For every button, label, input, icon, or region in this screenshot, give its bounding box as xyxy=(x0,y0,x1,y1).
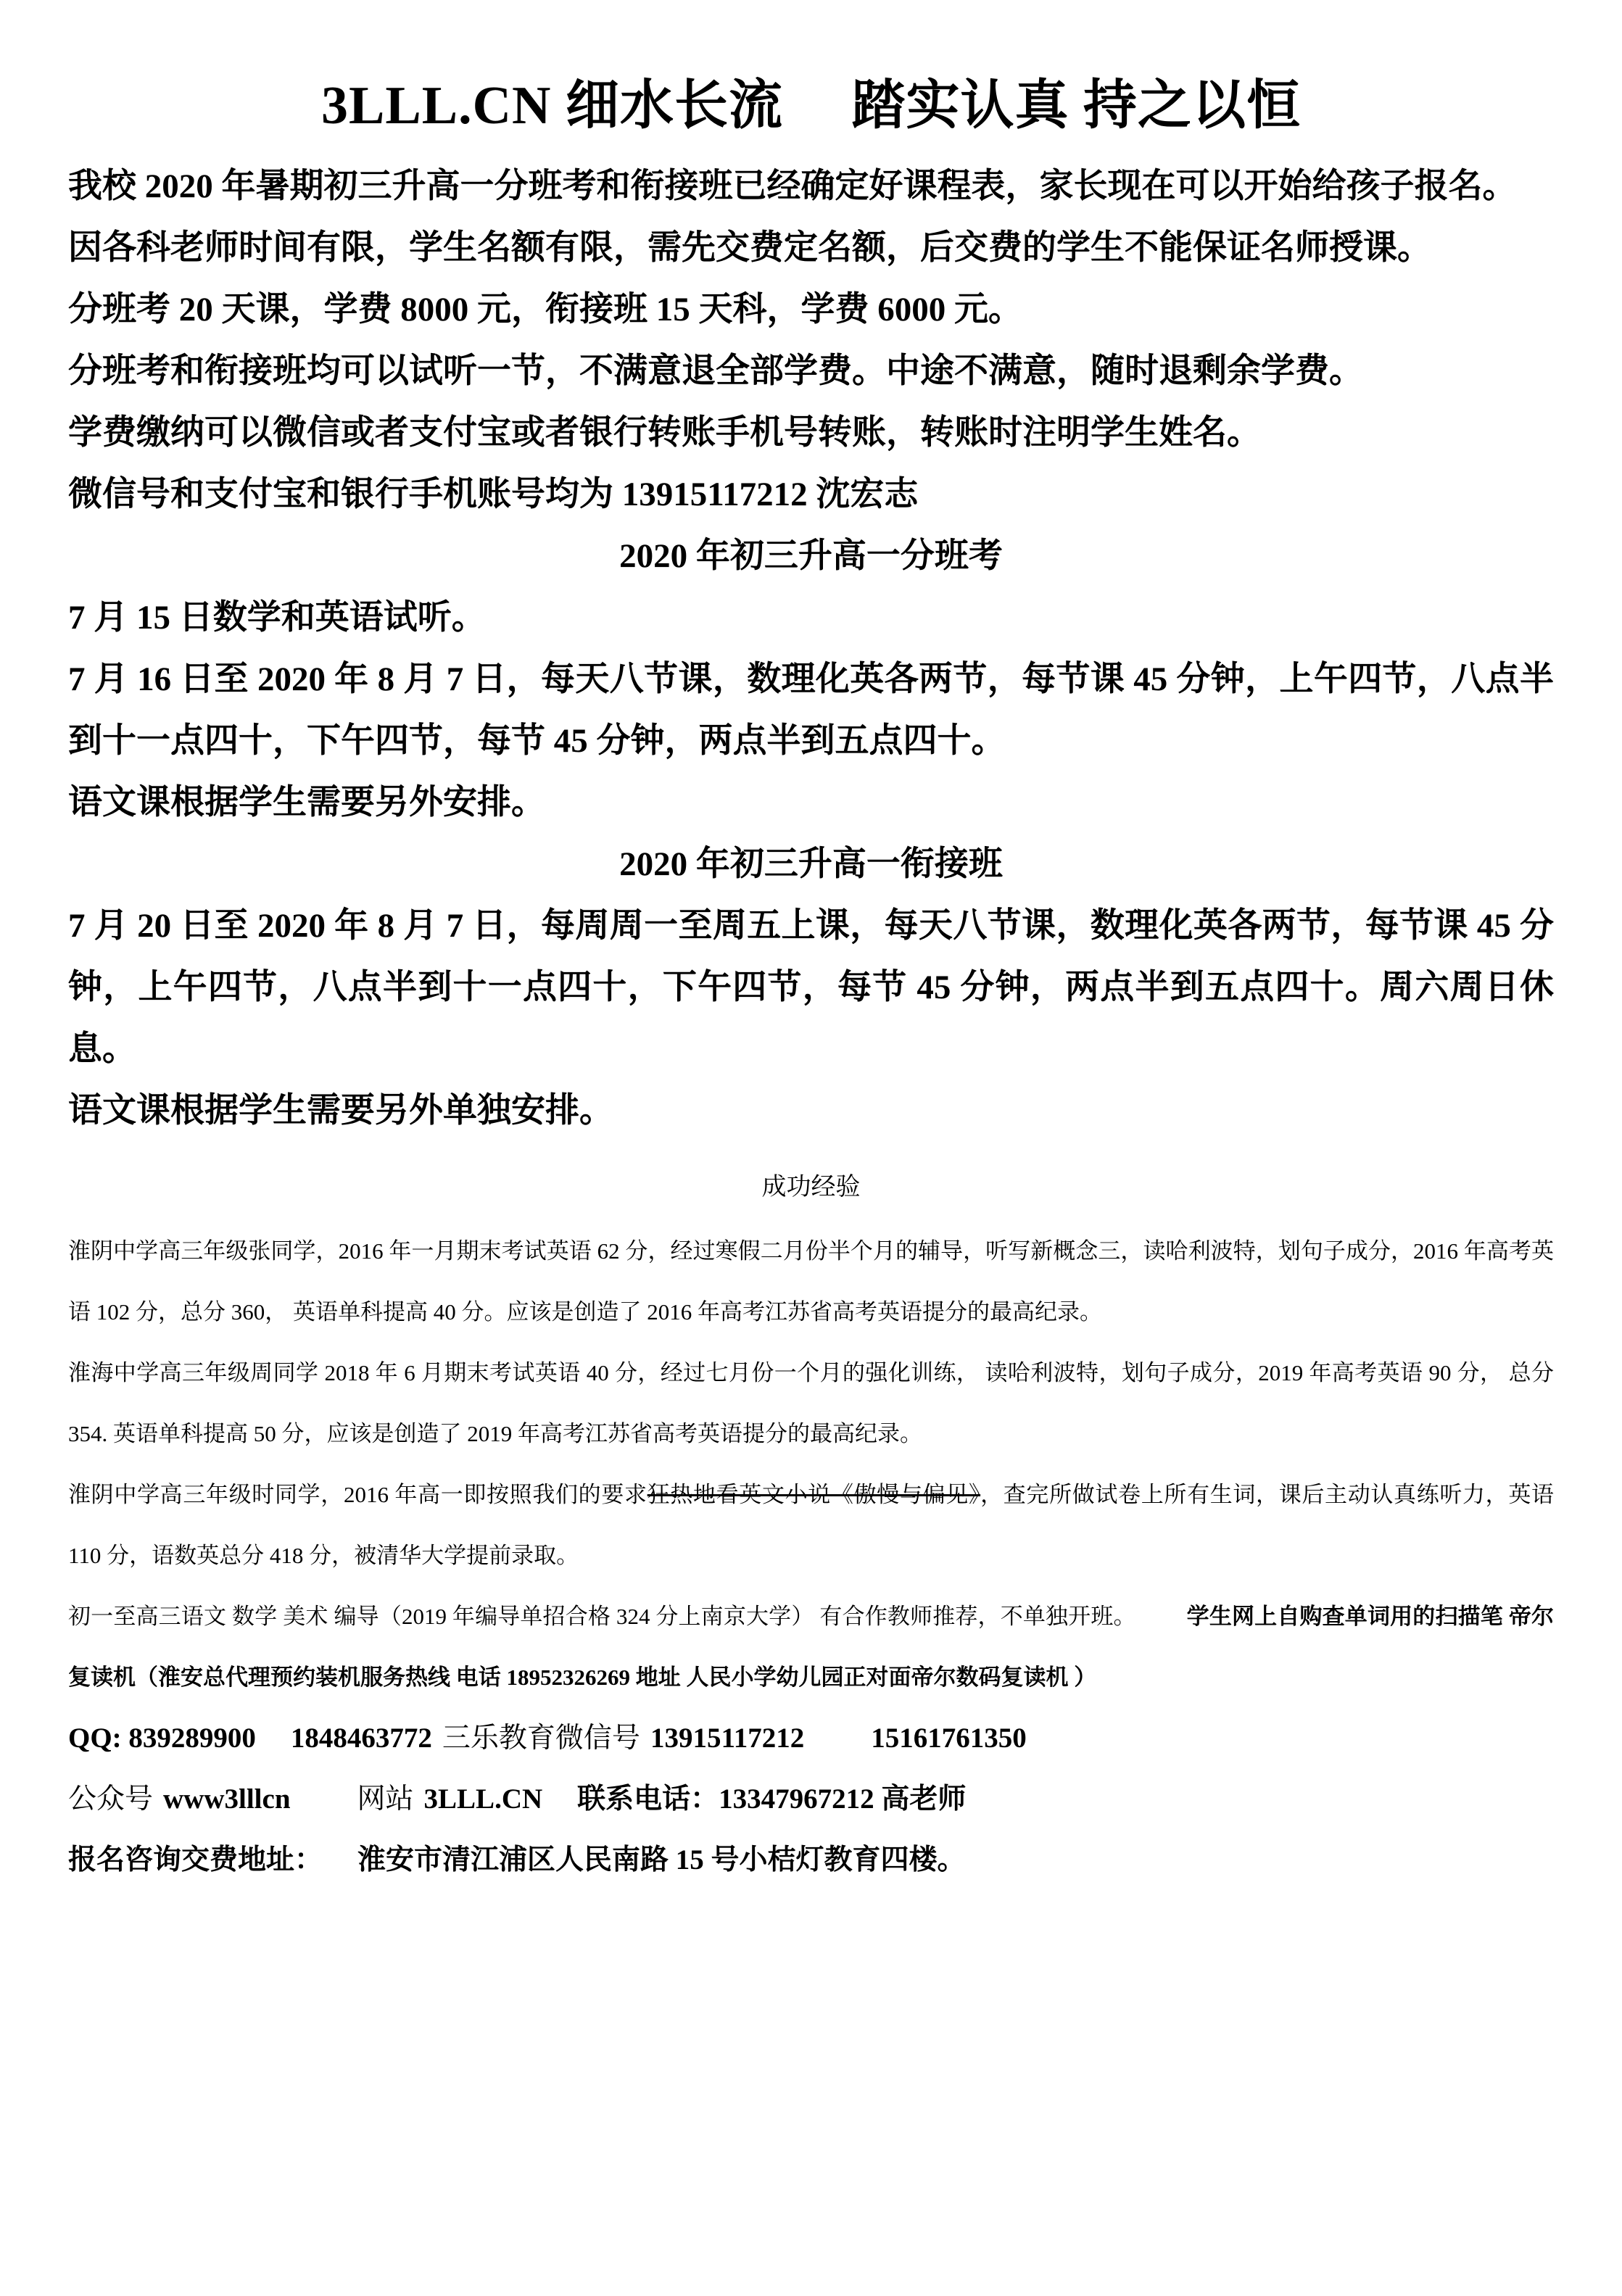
wechat-phone-2: 15161761350 xyxy=(871,1722,1027,1754)
paragraph-placement-schedule: 7 月 16 日至 2020 年 8 月 7 日，每天八节课，数理化英各两节，每节课 45 分钟，上午四节，八点半到十一点四十，下午四节，每节 45 分钟，两点半到五点四十。 xyxy=(68,660,1554,760)
qq-number-2: 1848463772 xyxy=(290,1722,432,1754)
address-line xyxy=(68,1830,1554,1891)
address-value: 淮安市清江浦区人民南路 15 号小桔灯教育四楼。 xyxy=(357,1844,966,1876)
heading-bridge-class: 2020 年初三升高一衔接班 xyxy=(619,845,1003,883)
paragraph-bridge-schedule: 7 月 20 日至 2020 年 8 月 7 日，每周周一至周五上课，每天八节课，数理化英各两节，每节课 45 分钟，上午四节，八点半到十一点四十，下午四节，每节 45 分钟，两点半到五点四十。周六周日休息。 xyxy=(68,906,1554,1068)
paragraph-placement-trial: 7 月 15 日数学和英语试听。 xyxy=(68,598,486,637)
website-label: 网站 xyxy=(357,1783,414,1815)
main-body xyxy=(68,156,1554,1142)
official-account-value: www3lllcn xyxy=(163,1783,291,1815)
testimonial-shi-before: 淮阴中学高三年级时同学，2016 年高一即按照我们的要求 xyxy=(68,1481,647,1507)
address-label: 报名咨询交费地址： xyxy=(68,1844,323,1876)
strikethrough-text: 狂热地看英文小说《傲慢与偏见》 xyxy=(647,1481,981,1507)
wechat-label: 三乐教育微信号 xyxy=(442,1722,640,1754)
paragraph-placement-chinese: 语文课根据学生需要另外安排。 xyxy=(68,783,545,821)
paragraph-quota-notice: 因各科老师时间有限，学生名额有限，需先交费定名额，后交费的学生不能保证名师授课。 xyxy=(68,228,1431,267)
testimonial-zhou: 淮海中学高三年级周同学 2018 年 6 月期末考试英语 40 分，经过七月份一个月的强化训练， 读哈利波特，划句子成分，2019 年高考英语 90 分， 总分 354. 英语单科提高 50 分，应该是创造了 2019 年高考江苏省高考英语提分的最高纪录。 xyxy=(68,1359,1554,1446)
scanner-pen-notice: 学生网上自购查单词用的扫描笔 帝尔复读机（淮安总代理预约装机服务热线 电话 18952326269 地址 人民小学幼儿园正对面帝尔数码复读机 ） xyxy=(68,1603,1555,1690)
testimonial-shi-after: ，查完所做试卷上所有生词，课后主动认真练听力，英语 110 分，语数英总分 418 分，被清华大学提前录取。 xyxy=(68,1481,1555,1568)
qq-number-1: QQ: 839289900 xyxy=(68,1722,256,1754)
paragraph-enrollment-open: 我校 2020 年暑期初三升高一分班考和衔接班已经确定好课程表，家长现在可以开始给孩子报名。 xyxy=(68,167,1517,205)
qq-line xyxy=(68,1708,1554,1769)
official-account-label: 公众号 xyxy=(68,1783,154,1815)
contact-phone: 联系电话：13347967212 高老师 xyxy=(577,1783,967,1815)
wechat-phone-1: 13915117212 xyxy=(650,1722,805,1754)
website-value: 3LLL.CN xyxy=(423,1783,543,1815)
page-title: 3LLL.CN 细水长流 踏实认真 持之以恒 xyxy=(321,76,1301,136)
contact-section xyxy=(68,1708,1554,1891)
paragraph-payment-account: 微信号和支付宝和银行手机账号均为 13915117212 沈宏志 xyxy=(68,475,919,513)
testimonial-zhang: 淮阴中学高三年级张同学，2016 年一月期末考试英语 62 分，经过寒假二月份半个月的辅导，听写新概念三，读哈利波特，划句子成分，2016 年高考英语 102 分，总分 360， 英语单科提高 40 分。应该是创造了 2016 年高考江苏省高考英语提分的最高纪录。 xyxy=(68,1238,1554,1325)
testimonials-section xyxy=(68,1221,1554,1708)
paragraph-bridge-chinese: 语文课根据学生需要另外单独安排。 xyxy=(68,1091,613,1130)
heading-placement-exam: 2020 年初三升高一分班考 xyxy=(619,536,1003,575)
paragraph-tuition-fees: 分班考 20 天课，学费 8000 元，衔接班 15 天科，学费 6000 元。 xyxy=(68,290,1022,328)
testimonial-shi xyxy=(68,1464,1554,1586)
courses-regular-text: 初一至高三语文 数学 美术 编导（2019 年编导单招合格 324 分上南京大学） 有合作教师推荐，不单独开班。 xyxy=(68,1603,1136,1629)
website-line xyxy=(68,1769,1554,1830)
success-stories-heading: 成功经验 xyxy=(761,1173,861,1201)
courses-line xyxy=(68,1586,1554,1708)
paragraph-payment-methods: 学费缴纳可以微信或者支付宝或者银行转账手机号转账，转账时注明学生姓名。 xyxy=(68,413,1261,452)
paragraph-refund-policy: 分班考和衔接班均可以试听一节，不满意退全部学费。中途不满意，随时退剩余学费。 xyxy=(68,352,1363,390)
